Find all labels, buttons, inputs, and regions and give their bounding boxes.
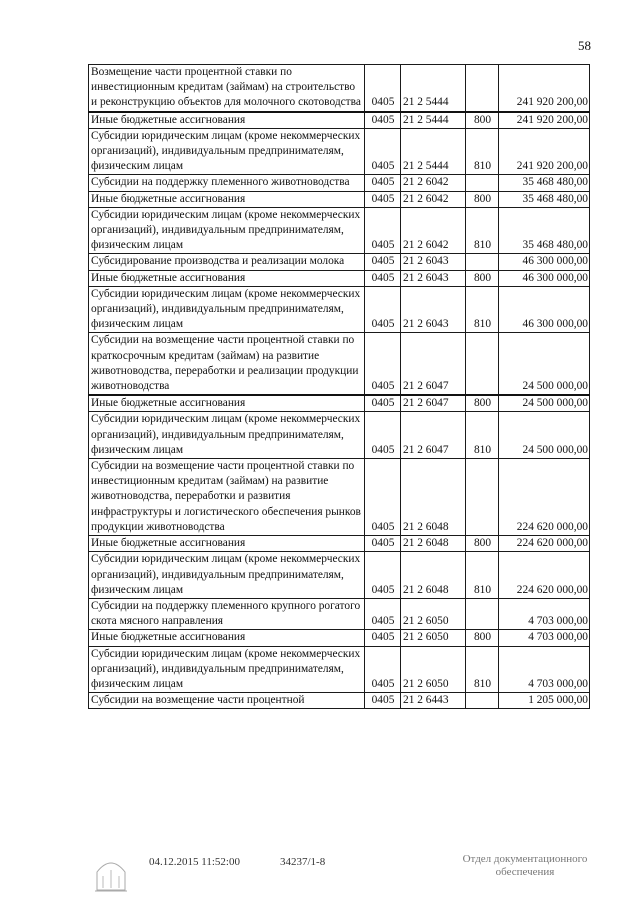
row-code: 21 2 6048	[401, 459, 466, 536]
row-code: 21 2 6048	[401, 552, 466, 599]
row-name: Субсидии юридическим лицам (кроме некоммерческих организаций), индивидуальным предпринимателям, физическим лицам	[89, 207, 365, 254]
row-type: 810	[466, 552, 499, 599]
table-row	[89, 630, 590, 646]
row-code: 21 2 6050	[401, 646, 466, 693]
row-code: 21 2 6042	[401, 191, 466, 207]
row-name: Иные бюджетные ассигнования	[89, 112, 365, 129]
row-section: 0405	[365, 536, 401, 552]
row-section: 0405	[365, 646, 401, 693]
row-section: 0405	[365, 412, 401, 459]
row-code: 21 2 6047	[401, 412, 466, 459]
row-type	[466, 333, 499, 395]
row-section: 0405	[365, 552, 401, 599]
row-name: Иные бюджетные ассигнования	[89, 395, 365, 412]
row-code: 21 2 6043	[401, 286, 466, 333]
row-amount: 46 300 000,00	[499, 254, 590, 270]
row-amount: 224 620 000,00	[499, 552, 590, 599]
row-type: 810	[466, 412, 499, 459]
row-section: 0405	[365, 207, 401, 254]
table-row	[89, 459, 590, 536]
row-name: Субсидии юридическим лицам (кроме некоммерческих организаций), индивидуальным предпринимателям, физическим лицам	[89, 552, 365, 599]
row-code: 21 2 6048	[401, 536, 466, 552]
row-section: 0405	[365, 459, 401, 536]
row-name: Субсидирование производства и реализации молока	[89, 254, 365, 270]
table-row	[89, 598, 590, 629]
row-name: Возмещение части процентной ставки по инвестиционным кредитам (займам) на строительство и реконструкцию объектов для молочного скотоводства	[89, 65, 365, 112]
row-code: 21 2 6050	[401, 598, 466, 629]
row-name: Субсидии юридическим лицам (кроме некоммерческих организаций), индивидуальным предпринимателям, физическим лицам	[89, 286, 365, 333]
row-amount: 46 300 000,00	[499, 270, 590, 286]
table-row	[89, 552, 590, 599]
row-amount: 241 920 200,00	[499, 65, 590, 112]
footer-doc-number: 34237/1-8	[280, 856, 326, 868]
row-code: 21 2 6043	[401, 254, 466, 270]
row-type	[466, 598, 499, 629]
table-row	[89, 286, 590, 333]
row-section: 0405	[365, 598, 401, 629]
table-row	[89, 395, 590, 412]
row-amount: 35 468 480,00	[499, 207, 590, 254]
row-amount: 24 500 000,00	[499, 333, 590, 395]
row-type: 810	[466, 207, 499, 254]
row-code: 21 2 6050	[401, 630, 466, 646]
row-section: 0405	[365, 112, 401, 129]
row-name: Субсидии юридическим лицам (кроме некоммерческих организаций), индивидуальным предпринимателям, физическим лицам	[89, 128, 365, 175]
row-amount: 4 703 000,00	[499, 598, 590, 629]
row-code: 21 2 5444	[401, 65, 466, 112]
row-section: 0405	[365, 270, 401, 286]
row-type: 810	[466, 286, 499, 333]
row-amount: 35 468 480,00	[499, 191, 590, 207]
row-type	[466, 693, 499, 709]
row-code: 21 2 6443	[401, 693, 466, 709]
budget-table-body	[89, 65, 590, 709]
row-name: Иные бюджетные ассигнования	[89, 536, 365, 552]
row-amount: 24 500 000,00	[499, 412, 590, 459]
row-code: 21 2 5444	[401, 112, 466, 129]
row-name: Иные бюджетные ассигнования	[89, 630, 365, 646]
table-row	[89, 693, 590, 709]
row-type	[466, 65, 499, 112]
table-row	[89, 270, 590, 286]
row-section: 0405	[365, 175, 401, 191]
table-row	[89, 65, 590, 112]
row-type	[466, 175, 499, 191]
row-section: 0405	[365, 630, 401, 646]
row-name: Субсидии на возмещение части процентной ставки по краткосрочным кредитам (займам) на развитие животноводства, переработки и реализации продукции животноводства	[89, 333, 365, 395]
row-name: Субсидии на возмещение части процентной ставки по инвестиционным кредитам (займам) на развитие животноводства, переработки и развития инфраструктуры и логистического обеспечения рынков продукции животноводства	[89, 459, 365, 536]
table-row	[89, 128, 590, 175]
row-type: 810	[466, 646, 499, 693]
table-row	[89, 112, 590, 129]
table-row	[89, 254, 590, 270]
row-name: Субсидии на поддержку племенного животноводства	[89, 175, 365, 191]
row-code: 21 2 6042	[401, 207, 466, 254]
row-amount: 224 620 000,00	[499, 459, 590, 536]
footer-department: Отдел документационного обеспечения	[462, 853, 588, 878]
row-name: Иные бюджетные ассигнования	[89, 270, 365, 286]
row-name: Субсидии юридическим лицам (кроме некоммерческих организаций), индивидуальным предпринимателям, физическим лицам	[89, 412, 365, 459]
row-type	[466, 459, 499, 536]
row-name: Субсидии на возмещение части процентной	[89, 693, 365, 709]
row-amount: 4 703 000,00	[499, 646, 590, 693]
row-amount: 24 500 000,00	[499, 395, 590, 412]
row-amount: 4 703 000,00	[499, 630, 590, 646]
row-type: 800	[466, 395, 499, 412]
row-type: 800	[466, 630, 499, 646]
row-amount: 1 205 000,00	[499, 693, 590, 709]
footer-date: 04.12.2015 11:52:00	[149, 856, 240, 868]
table-row	[89, 646, 590, 693]
row-name: Иные бюджетные ассигнования	[89, 191, 365, 207]
row-amount: 241 920 200,00	[499, 128, 590, 175]
page-number: 58	[578, 38, 591, 53]
row-amount: 46 300 000,00	[499, 286, 590, 333]
row-section: 0405	[365, 693, 401, 709]
table-row	[89, 412, 590, 459]
row-amount: 35 468 480,00	[499, 175, 590, 191]
row-section: 0405	[365, 128, 401, 175]
coat-of-arms-stamp	[91, 850, 131, 894]
row-code: 21 2 6042	[401, 175, 466, 191]
table-row	[89, 333, 590, 395]
row-type: 810	[466, 128, 499, 175]
row-amount: 224 620 000,00	[499, 536, 590, 552]
row-type: 800	[466, 191, 499, 207]
table-row	[89, 191, 590, 207]
row-section: 0405	[365, 333, 401, 395]
table-row	[89, 536, 590, 552]
table-row	[89, 175, 590, 191]
budget-table	[88, 64, 590, 709]
row-code: 21 2 6043	[401, 270, 466, 286]
row-type: 800	[466, 112, 499, 129]
row-name: Субсидии на поддержку племенного крупного рогатого скота мясного направления	[89, 598, 365, 629]
row-name: Субсидии юридическим лицам (кроме некоммерческих организаций), индивидуальным предпринимателям, физическим лицам	[89, 646, 365, 693]
row-code: 21 2 5444	[401, 128, 466, 175]
row-amount: 241 920 200,00	[499, 112, 590, 129]
row-code: 21 2 6047	[401, 395, 466, 412]
row-section: 0405	[365, 254, 401, 270]
table-row	[89, 207, 590, 254]
row-section: 0405	[365, 286, 401, 333]
row-section: 0405	[365, 191, 401, 207]
row-section: 0405	[365, 65, 401, 112]
row-type: 800	[466, 536, 499, 552]
row-type: 800	[466, 270, 499, 286]
row-section: 0405	[365, 395, 401, 412]
row-type	[466, 254, 499, 270]
row-code: 21 2 6047	[401, 333, 466, 395]
